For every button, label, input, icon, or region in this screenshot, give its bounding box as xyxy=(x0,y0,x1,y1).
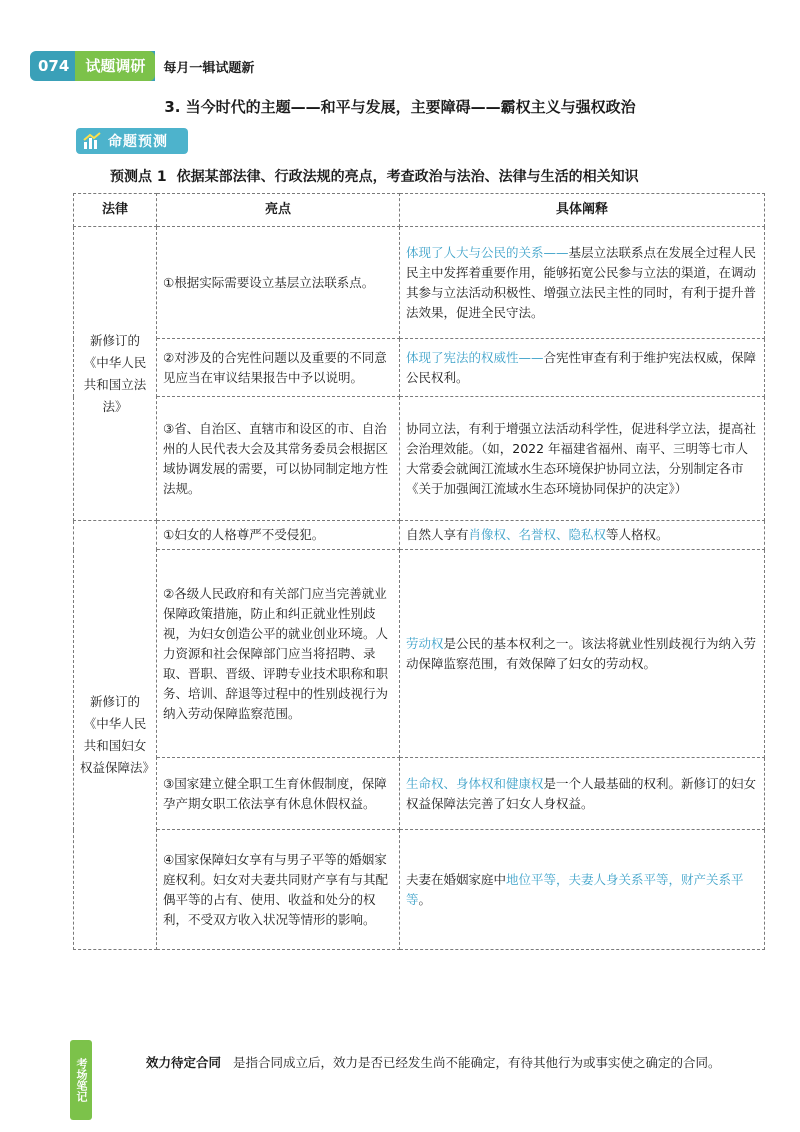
footnote-term: 效力待定合同 xyxy=(146,1055,222,1070)
table-row xyxy=(74,339,765,397)
explain-cell xyxy=(400,758,765,830)
highlight-cell: ①妇女的人格尊严不受侵犯。 xyxy=(157,521,400,550)
explain-cell xyxy=(400,227,765,339)
explain-highlight: 生命权、身体权和健康权 xyxy=(406,775,544,791)
item-title: 3. 当今时代的主题——和平与发展，主要障碍——霸权主义与强权政治 xyxy=(164,98,636,116)
explain-cell: 协同立法，有利于增强立法活动科学性，促进科学立法，提高社会治理效能。（如，2022 年福建省福州、南平、三明等七市人大常委会就闽江流域水生态环境保护协同立法，分别制定各市《关于加强闽江流域水生态环境协同保护的决定》） xyxy=(400,397,765,521)
explain-highlight: 体现了人大与公民的关系—— xyxy=(406,244,569,260)
table-header-row xyxy=(74,194,765,227)
footnote xyxy=(122,1052,732,1074)
footnote-text: 是指合同成立后，效力是否已经发生尚不能确定，有待其他行为或事实使之确定的合同。 xyxy=(233,1055,721,1070)
law-women-rights-law: 新修订的《中华人民共和国妇女权益保障法》 xyxy=(74,521,157,950)
explain-text: 等人格权。 xyxy=(606,527,669,542)
highlight-cell: ②对涉及的合宪性问题以及重要的不同意见应当在审议结果报告中予以说明。 xyxy=(157,339,400,397)
law-highlights-table xyxy=(73,193,765,950)
page-number-badge xyxy=(30,51,155,81)
table-row xyxy=(74,227,765,339)
table-row xyxy=(74,830,765,950)
explain-text: 合宪性审查有利于维护宪法权威，保障公民权利。 xyxy=(406,349,757,385)
explain-highlight: 体现了宪法的权威性—— xyxy=(406,349,544,365)
highlight-cell: ④国家保障妇女享有与男子平等的婚姻家庭权利。妇女对夫妻共同财产享有与其配偶平等的占有、使用、收益和处分的权利，不受双方收入状况等情形的影响。 xyxy=(157,830,400,950)
highlight-cell: ③省、自治区、直辖市和设区的市、自治州的人民代表大会及其常务委员会根据区域协调发展的需要，可以协同制定地方性法规。 xyxy=(157,397,400,521)
explain-highlight: 劳动权 xyxy=(406,635,444,651)
highlight-cell: ③国家建立健全职工生育休假制度，保障孕产期女职工依法享有休息休假权益。 xyxy=(157,758,400,830)
explain-text: 基层立法联系点在发展全过程人民民主中发挥着重要作用，能够拓宽公民参与立法的渠道，在调动其参与立法活动积极性、增强立法民主性的同时，有利于提升普法效果，促进全民守法。 xyxy=(406,244,757,320)
explain-text: 是一个人最基础的权利。新修订的妇女权益保障法完善了妇女人身权益。 xyxy=(406,775,757,811)
table-row xyxy=(74,521,765,550)
table-row xyxy=(74,550,765,758)
explain-highlight: 地位平等，夫妻人身关系平等，财产关系平等 xyxy=(406,871,744,907)
page-number: 074 xyxy=(38,57,70,75)
prediction-point-title xyxy=(110,166,649,186)
header-law: 法律 xyxy=(74,194,157,227)
predict-banner-label: 命题预测 xyxy=(108,134,168,150)
explain-text: 。 xyxy=(418,891,432,907)
explain-cell xyxy=(400,550,765,758)
explain-cell xyxy=(400,339,765,397)
explain-highlight: 肖像权、名誉权、隐私权 xyxy=(468,527,607,542)
explain-cell xyxy=(400,830,765,950)
prediction-point-text: 依据某部法律、行政法规的亮点，考查政治与法治、法律与生活的相关知识 xyxy=(176,169,639,185)
law-legislation-law: 新修订的《中华人民共和国立法法》 xyxy=(74,227,157,521)
explain-text: 夫妻在婚姻家庭中 xyxy=(406,871,507,887)
explain-text: 是公民的基本权利之一。该法将就业性别歧视行为纳入劳动保障监察范围，有效保障了妇女的劳动权。 xyxy=(406,635,757,671)
explain-text: 自然人享有 xyxy=(406,527,469,542)
table-row xyxy=(74,758,765,830)
bar-chart-icon xyxy=(82,131,102,151)
header-explain: 具体阐释 xyxy=(400,194,765,227)
header-point: 亮点 xyxy=(157,194,400,227)
explain-cell xyxy=(400,521,765,550)
prediction-point-label: 预测点 1 xyxy=(110,169,167,185)
side-strip: 考场笔记 xyxy=(70,1040,92,1120)
page-header xyxy=(30,50,254,82)
highlight-cell: ①根据实际需要设立基层立法联系点。 xyxy=(157,227,400,339)
table-row xyxy=(74,397,765,521)
predict-banner xyxy=(76,128,188,154)
header-subtitle: 每月一辑试题新 xyxy=(163,60,255,76)
section-tag: 试题调研 xyxy=(75,51,155,81)
highlight-cell: ②各级人民政府和有关部门应当完善就业保障政策措施，防止和纠正就业性别歧视，为妇女创造公平的就业创业环境。人力资源和社会保障部门应当将招聘、录取、晋职、晋级、评聘专业技术职称和职务、培训、辞退等过程中的性别歧视行为纳入劳动保障监察范围。 xyxy=(157,550,400,758)
